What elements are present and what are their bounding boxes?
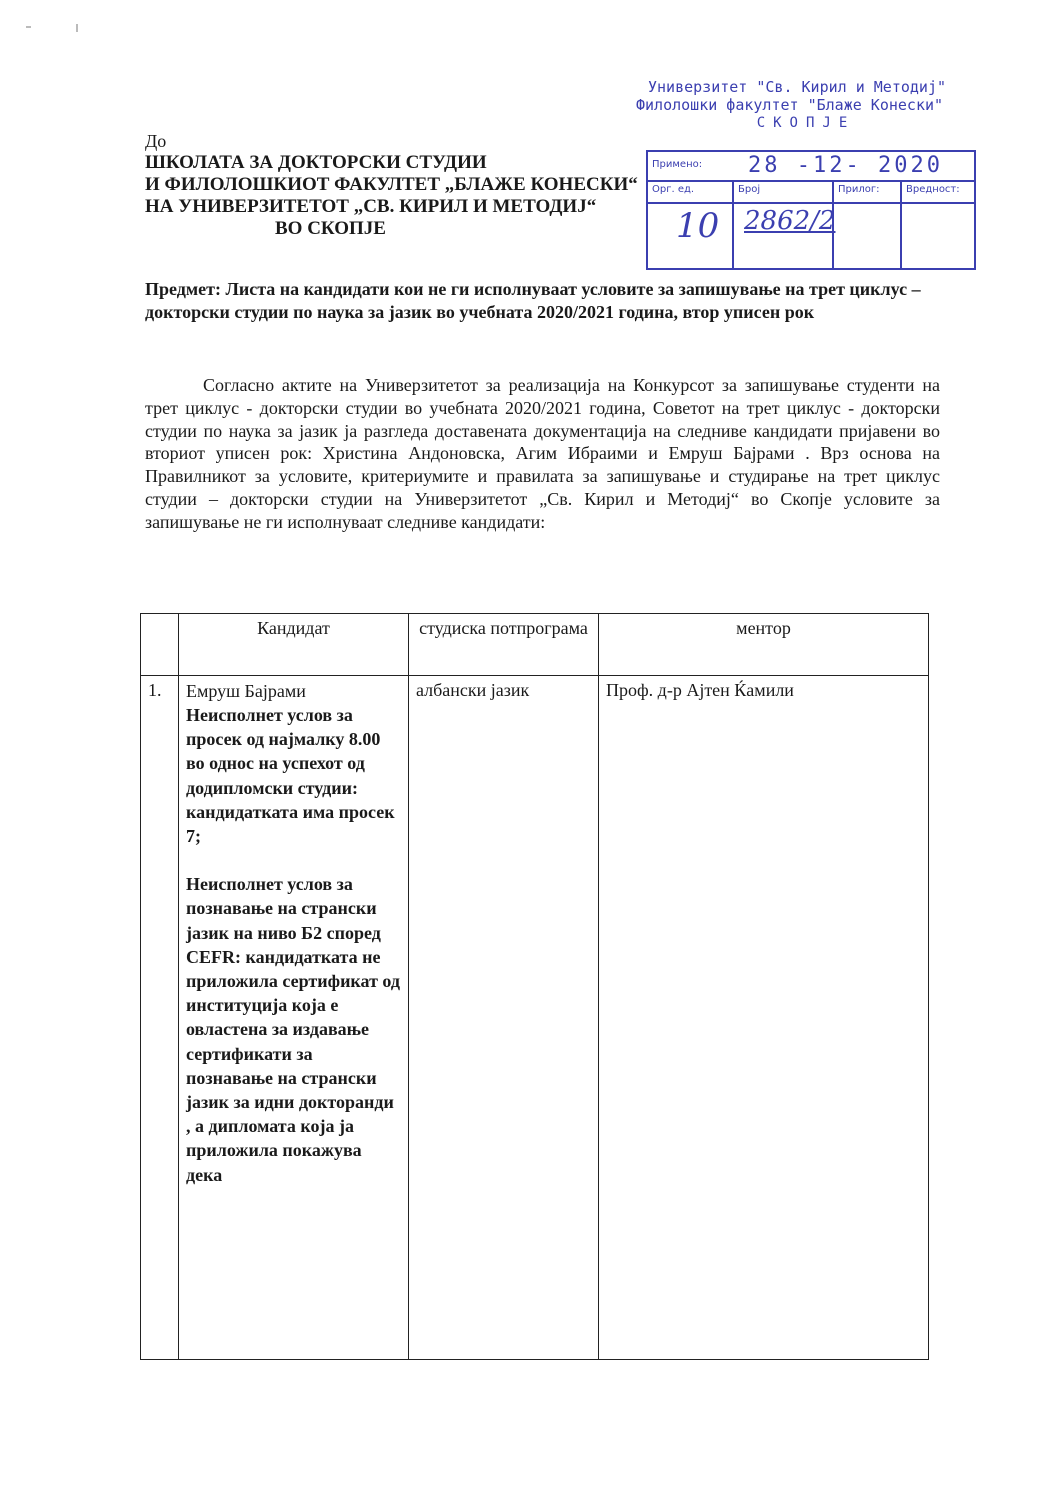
- stamp-col-attachment: Прилог:: [834, 182, 902, 202]
- stamp-university: Универзитет "Св. Кирил и Методиј": [648, 78, 947, 96]
- stamp-received-date: 28 -12- 2020: [748, 153, 943, 178]
- candidate-reason-language: Неисполнет услов за познавање на странски јазик на ниво Б2 според CEFR: кандидатката не приложила сертификат од институција која е овластена за издавање сертификати за познавање на странски јазик за идни докторанди , а дипломата која ја приложила покажува дека: [186, 874, 400, 1185]
- mentor-cell: Проф. д-р Ајтен Ќамили: [599, 676, 929, 1360]
- candidate-reason-average: Неисполнет услов за просек од најмалку 8.00 во однос на успехот од додипломски студии: кандидатката има просек 7;: [186, 705, 395, 847]
- address-to: До: [145, 131, 167, 151]
- subject-line: Предмет: Листа на кандидати кои не ги исполнуваат условите за запишување на трет циклус – докторски студии по наука за јазик во учебната 2020/2021 година, втор уписен рок: [145, 279, 921, 322]
- header-subprogram: студиска потпрограма: [409, 614, 599, 676]
- stamp-received-label: Примено:: [652, 159, 703, 170]
- address-line-3: НА УНИВЕРЗИТЕТОТ „СВ. КИРИЛ И МЕТОДИЈ“: [145, 196, 597, 217]
- row-number: 1.: [141, 676, 179, 1360]
- stamp-col-value: Вредност:: [906, 184, 960, 195]
- recipient-address: [145, 130, 638, 240]
- address-line-4: ВО СКОПЈЕ: [275, 218, 386, 239]
- scan-mark: [26, 26, 31, 28]
- scan-mark: [76, 24, 78, 32]
- registry-stamp: [636, 78, 976, 246]
- stamp-faculty: Филолошки факултет "Блаже Конески": [636, 96, 944, 114]
- stamp-box: [646, 150, 976, 270]
- candidate-name: Емруш Бајрами: [186, 681, 306, 701]
- header-mentor: ментор: [599, 614, 929, 676]
- candidate-cell: [179, 676, 409, 1360]
- handwritten-reg-number: 2862/2: [744, 206, 836, 236]
- address-line-2: И ФИЛОЛОШКИОТ ФАКУЛТЕТ „БЛАЖЕ КОНЕСКИ“: [145, 174, 638, 195]
- header-candidate: Кандидат: [179, 614, 409, 676]
- stamp-city: СКОПЈЕ: [756, 115, 856, 131]
- table-row: [141, 676, 929, 1360]
- handwritten-org-unit: 10: [676, 206, 720, 246]
- table-header-row: [141, 614, 929, 676]
- stamp-col-org: Орг. ед.: [648, 182, 734, 202]
- stamp-col-number: Број: [734, 182, 834, 202]
- address-line-1: ШКОЛАТА ЗА ДОКТОРСКИ СТУДИИ: [145, 152, 487, 173]
- header-number: [141, 614, 179, 676]
- body-paragraph: Согласно актите на Универзитетот за реализација на Конкурсот за запишување студенти на трет циклус - докторски студии во учебната 2020/2021 година, Советот на трет циклус - докторски студии по наука за јазик ја разгледа доставената документација на следниве кандидати пријавени во вториот уписен рок: Христина Андоновска, Агим Ибраими и Емруш Бајрами . Врз основа на Правилникот за условите, критериумите и правилата за запишување и студирање на трет циклус студии – докторски студии на Универзитетот „Св. Кирил и Методиј“ во Скопје условите за запишување не ги исполнуваат следниве кандидати:: [145, 375, 940, 532]
- subprogram-cell: албански јазик: [409, 676, 599, 1360]
- candidates-table: [140, 613, 929, 1360]
